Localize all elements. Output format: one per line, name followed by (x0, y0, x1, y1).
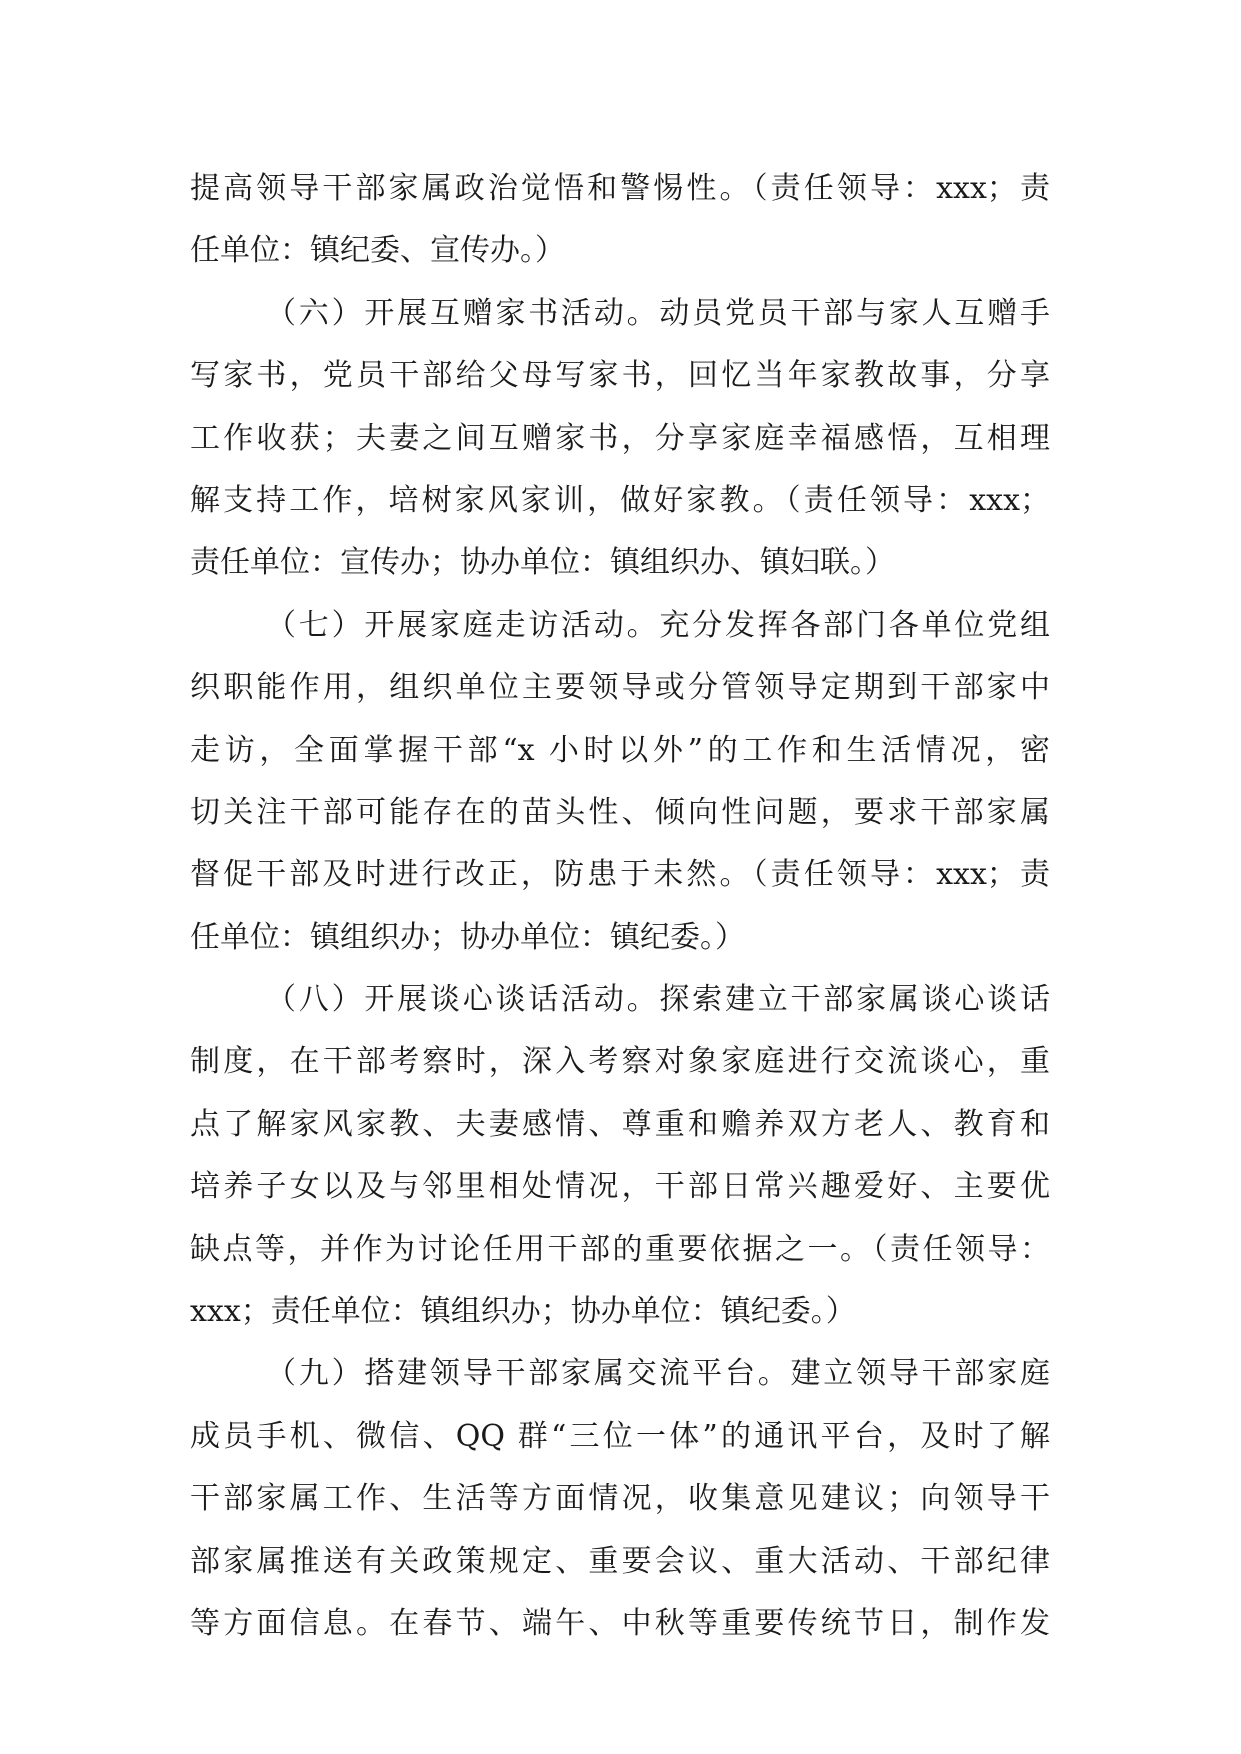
text-line: 缺点等，并作为讨论任用干部的重要依据之一。（责任领导： (190, 1231, 1050, 1267)
text-line: 督促干部及时进行改正，防患于未然。（责任领导：xxx；责 (190, 857, 1050, 893)
text-line: 解支持工作，培树家风家训，做好家教。（责任领导：xxx； (190, 482, 1050, 518)
text-line: 干部家属工作、生活等方面情况，收集意见建议；向领导干 (190, 1481, 1050, 1517)
section-heading-line: （八）开展谈心谈话活动。探索建立干部家属谈心谈话 (266, 982, 1050, 1018)
text-line: 走访，全面掌握干部“x 小时以外”的工作和生活情况，密 (190, 732, 1050, 768)
body-text (190, 158, 1050, 1655)
text-line: 写家书，党员干部给父母写家书，回忆当年家教故事，分享 (190, 358, 1050, 394)
text-line: xxx；责任单位：镇组织办；协办单位：镇纪委。） (190, 1294, 856, 1330)
text-line: 工作收获；夫妻之间互赠家书，分享家庭幸福感悟，互相理 (190, 420, 1050, 456)
text-line: 织职能作用，组织单位主要领导或分管领导定期到干部家中 (190, 670, 1050, 706)
section-heading-line: （六）开展互赠家书活动。动员党员干部与家人互赠手 (266, 295, 1050, 331)
text-line: 任单位：镇纪委、宣传办。） (190, 233, 565, 269)
section-heading-line: （九）搭建领导干部家属交流平台。建立领导干部家庭 (266, 1356, 1050, 1392)
section-heading-line: （七）开展家庭走访活动。充分发挥各部门各单位党组 (266, 607, 1050, 643)
text-line: 部家属推送有关政策规定、重要会议、重大活动、干部纪律 (190, 1543, 1050, 1579)
text-line: 等方面信息。在春节、端午、中秋等重要传统节日，制作发 (190, 1605, 1050, 1641)
text-line: 任单位：镇组织办；协办单位：镇纪委。） (190, 919, 745, 955)
text-line: 责任单位：宣传办；协办单位：镇组织办、镇妇联。） (190, 545, 895, 581)
text-line: 培养子女以及与邻里相处情况，干部日常兴趣爱好、主要优 (190, 1169, 1050, 1205)
text-line: 制度，在干部考察时，深入考察对象家庭进行交流谈心，重 (190, 1044, 1050, 1080)
text-line: 点了解家风家教、夫妻感情、尊重和赡养双方老人、教育和 (190, 1106, 1050, 1142)
text-line: 成员手机、微信、QQ 群“三位一体”的通讯平台，及时了解 (190, 1418, 1050, 1454)
text-line: 切关注干部可能存在的苗头性、倾向性问题，要求干部家属 (190, 794, 1050, 830)
text-line: 提高领导干部家属政治觉悟和警惕性。（责任领导：xxx；责 (190, 171, 1050, 206)
